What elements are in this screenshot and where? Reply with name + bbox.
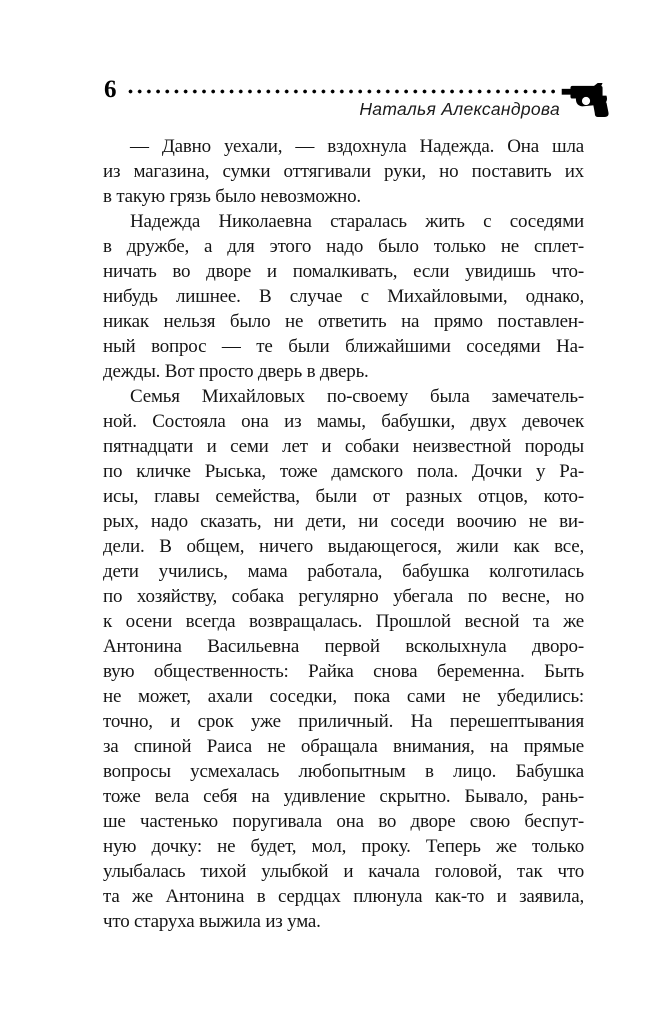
- text-line: точно, и срок уже приличный. На перешептывания: [103, 711, 584, 732]
- revolver-icon: [561, 83, 613, 118]
- text-line: ничать во дворе и помалкивать, если увидишь что-: [103, 261, 584, 282]
- text-line: за спиной Раиса не обращала внимания, на прямые: [103, 736, 584, 757]
- text-line: в такую грязь было невозможно.: [103, 186, 361, 207]
- text-line: в дружбе, а для этого надо было только не сплет-: [103, 236, 584, 257]
- text-line: ной. Состояла она из мамы, бабушки, двух девочек: [103, 411, 584, 432]
- text-line: вую общественность: Райка снова беременна. Быть: [103, 661, 584, 682]
- paragraph: [103, 209, 584, 384]
- text-block: [103, 134, 584, 934]
- text-line: Надежда Николаевна старалась жить с соседями: [130, 211, 584, 232]
- text-line: тоже вела себя на удивление скрытно. Бывало, рань-: [103, 786, 584, 807]
- text-line: исы, главы семейства, были от разных отцов, кото-: [103, 486, 584, 507]
- text-line: улыбалась тихой улыбкой и качала головой, так что: [103, 861, 584, 882]
- text-line: пятнадцати и семи лет и собаки неизвестной породы: [103, 436, 584, 457]
- text-line: по хозяйству, собака регулярно убегала по весне, но: [103, 586, 584, 607]
- text-line: Семья Михайловых по-своему была замечатель-: [130, 386, 584, 407]
- paragraph: [103, 134, 584, 209]
- text-line: не может, ахали соседки, пока сами не убедились:: [103, 686, 584, 707]
- text-line: нибудь лишнее. В случае с Михайловыми, однако,: [103, 286, 584, 307]
- text-line: из магазина, сумки оттягивали руки, но поставить их: [103, 161, 584, 182]
- text-line: вопросы усмехалась любопытным в лицо. Бабушка: [103, 761, 584, 782]
- text-line: что старуха выжила из ума.: [103, 911, 321, 932]
- text-line: по кличке Рыська, тоже дамского пола. Дочки у Ра-: [103, 461, 584, 482]
- text-line: дети учились, мама работала, бабушка колготилась: [103, 561, 584, 582]
- text-line: рых, надо сказать, ни дети, ни соседи воочию не ви-: [103, 511, 584, 532]
- text-line: — Давно уехали, — вздохнула Надежда. Она шла: [130, 136, 584, 157]
- text-line: никак нельзя было не ответить на прямо поставлен-: [103, 311, 584, 332]
- text-line: дежды. Вот просто дверь в дверь.: [103, 361, 369, 382]
- page-header: [103, 76, 584, 134]
- text-line: ше частенько поругивала она во дворе свою беспут-: [103, 811, 584, 832]
- author-name: Наталья Александрова: [359, 99, 560, 119]
- dotted-rule: [128, 89, 560, 94]
- text-line: дели. В общем, ничего выдающегося, жили как все,: [103, 536, 584, 557]
- paragraph: [103, 384, 584, 934]
- page-number: 6: [104, 76, 117, 103]
- text-line: та же Антонина в сердцах плюнула как-то и заявила,: [103, 886, 584, 907]
- text-line: ный вопрос — те были ближайшими соседями На-: [103, 336, 584, 357]
- text-line: к осени всегда возвращалась. Прошлой весной та же: [103, 611, 584, 632]
- text-line: ную дочку: не будет, мол, проку. Теперь же только: [103, 836, 584, 857]
- text-line: Антонина Васильевна первой всколыхнула дворо-: [103, 636, 584, 657]
